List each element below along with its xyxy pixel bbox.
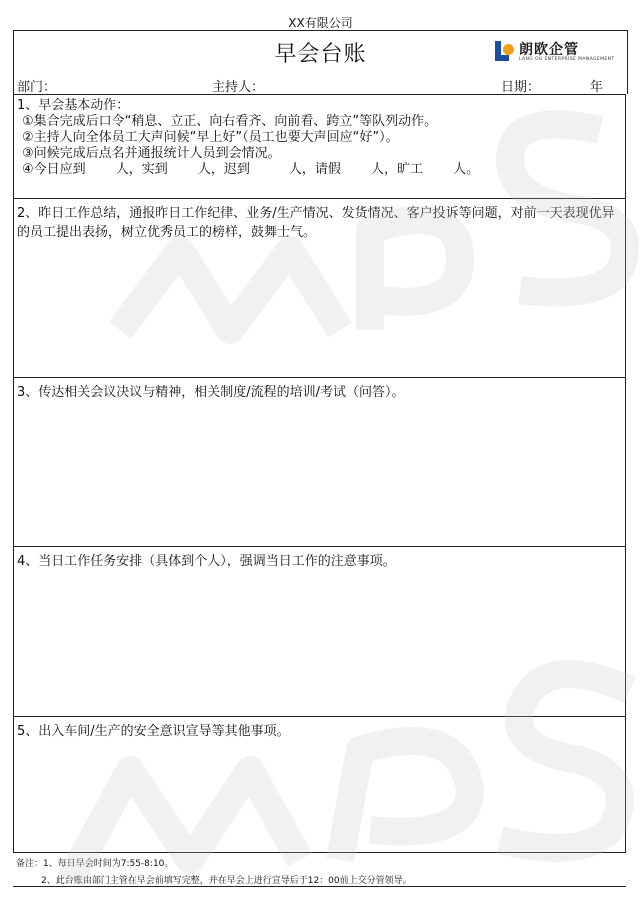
section-task-assignment (13, 547, 626, 717)
section-1-line-1: ①集合完成后口令“稍息、立正、向右看齐、向前看、跨立”等队列动作。 (22, 114, 438, 129)
section-1-line-4: ④今日应到 人，实到 人，迟到 人，请假 人，旷工 人。 (22, 162, 480, 177)
logo-name: 朗欧企管 (519, 42, 579, 58)
footer-divider (13, 886, 626, 887)
section-basic-actions (13, 94, 626, 199)
section-1-line-2: ②主持人向全体员工大声问候“早上好”（员工也要大声回应“好”）。 (22, 130, 399, 145)
company-logo (495, 39, 615, 67)
section-yesterday-summary (13, 198, 626, 378)
section-5-heading: 5、出入车间/生产的安全意识宣导等其他事项。 (17, 724, 290, 739)
footer-note-2: 2、此台账由部门主管在早会前填写完整，并在早会上进行宣导后于12：00前上交分管领导。 (41, 876, 412, 886)
title-row (13, 30, 628, 73)
info-row (13, 72, 628, 94)
section-3-heading: 3、传达相关会议决议与精神，相关制度/流程的培训/考试（问答）。 (17, 385, 405, 400)
footer-note-1: 备注：1、每日早会时间为7:55-8:10。 (16, 859, 174, 869)
company-name: XX有限公司 (288, 16, 353, 30)
section-4-heading: 4、当日工作任务安排（具体到个人），强调当日工作的注意事项。 (17, 554, 396, 569)
page-title: 早会台账 (274, 42, 367, 67)
section-safety-notes (13, 717, 626, 853)
logo-english-name: LANG OU ENTERPRISE MANAGEMENT (519, 57, 615, 62)
section-meeting-briefing (13, 378, 626, 547)
date-label: 日期： (501, 80, 541, 95)
year-label: 年 (590, 80, 604, 95)
section-2-heading: 2、昨日工作总结，通报昨日工作纪律、业务/生产情况、发货情况、客户投诉等问题，对前一天表现优异的员工提出表扬，树立优秀员工的榜样，鼓舞士气。 (17, 206, 615, 240)
host-label: 主持人： (212, 80, 265, 95)
dept-label: 部门： (17, 80, 57, 95)
section-1-line-3: ③问候完成后点名并通报统计人员到会情况。 (22, 146, 281, 161)
logo-mark-icon (495, 41, 515, 61)
ledger-sheet (13, 12, 628, 886)
section-1-heading: 1、早会基本动作： (17, 98, 130, 113)
